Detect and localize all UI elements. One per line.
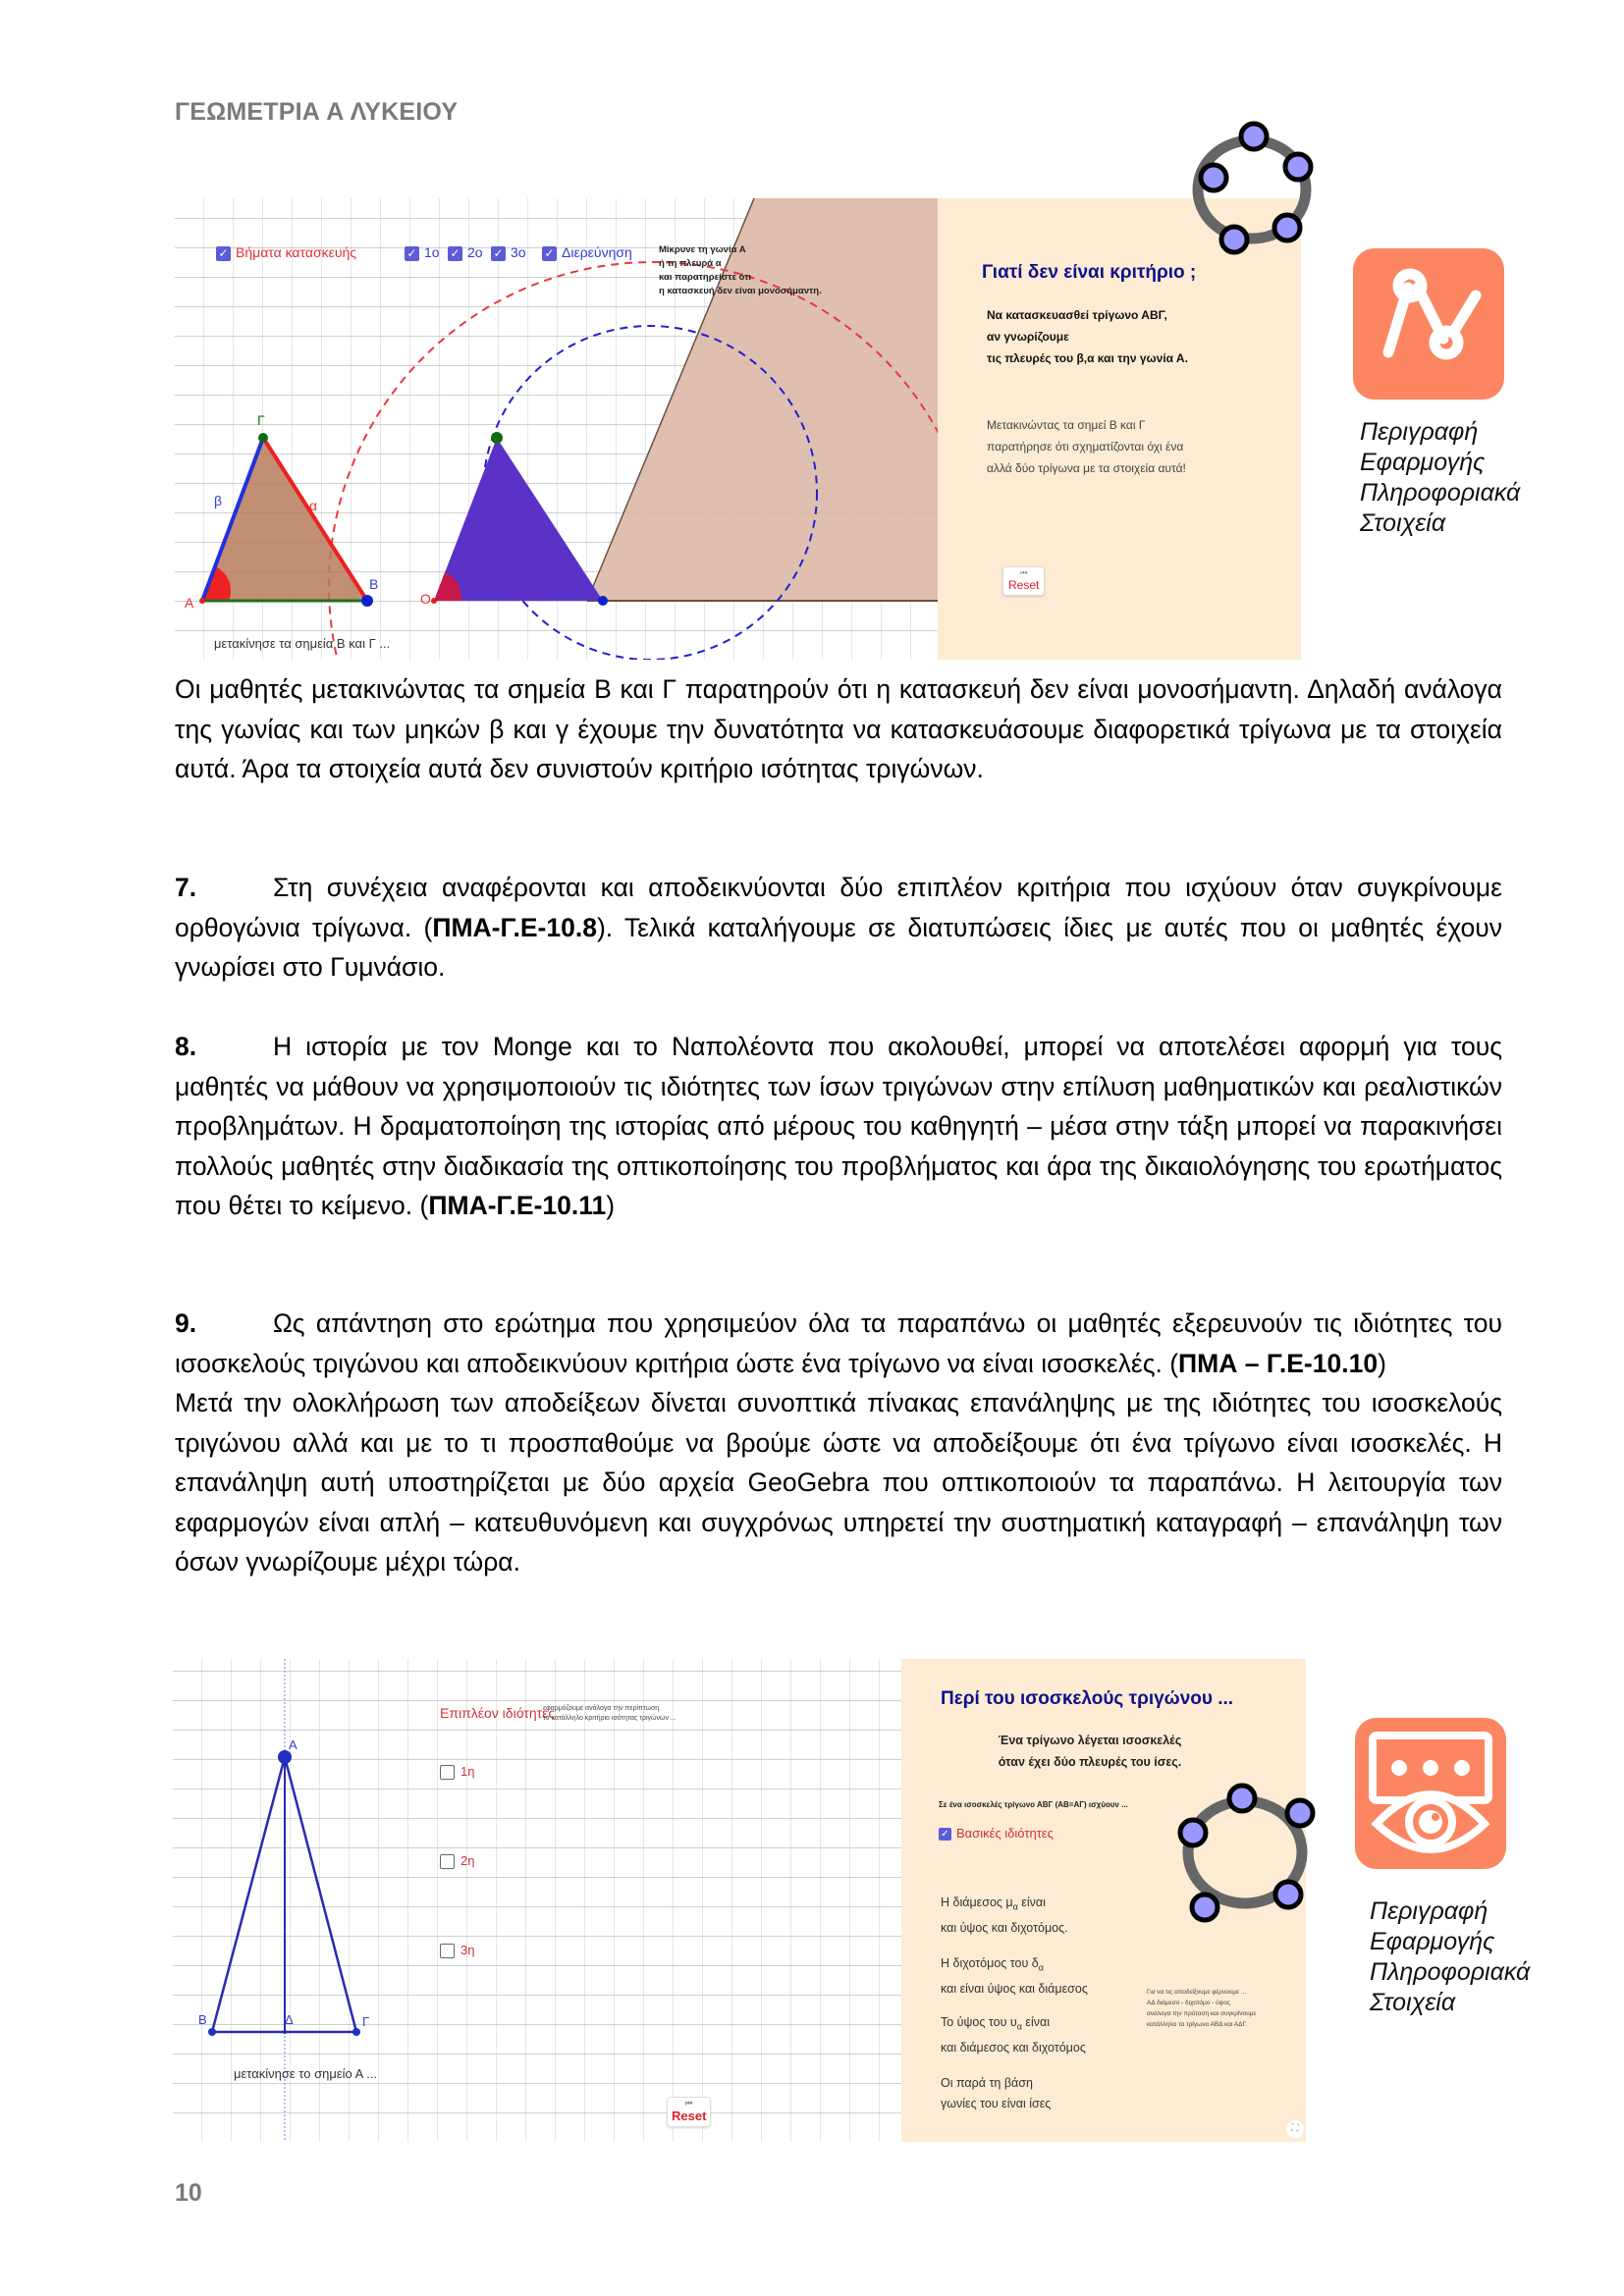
reset-button[interactable]: ⏮ Reset (1002, 566, 1045, 596)
checkbox-checked-icon: ✓ (542, 246, 557, 261)
checkbox-investigation[interactable]: ✓ Διερεύνηση (542, 244, 632, 261)
reset-icon: ⏮ (685, 2099, 693, 2108)
construction-drawing-1 (175, 198, 938, 660)
checkbox-checked-icon: ✓ (405, 246, 419, 261)
info-panel-1 (938, 198, 1301, 660)
checkbox-construction-steps[interactable]: ✓ Βήματα κατασκευής (216, 244, 356, 261)
checkbox-property-1[interactable]: 1η (440, 1764, 474, 1780)
curriculum-code: ΠΜΑ – Γ.Ε-10.10 (1178, 1348, 1379, 1378)
geogebra-logo-icon (1183, 113, 1321, 255)
side-caption-1: Περιγραφή Εφαρμογής Πληροφοριακά Στοιχεία (1360, 418, 1521, 537)
hint-text: Μίκρυνε τη γωνία Α ή τη πλευρά α και παρατηρείστε ότι η κατασκευή δεν είναι μονοσήμαντη. (659, 244, 822, 296)
checkbox-property-3[interactable]: 3η (440, 1943, 474, 1958)
point-label-a: Α (289, 1737, 298, 1752)
checkbox-unchecked-icon (440, 1944, 455, 1958)
point-label-o: Ο (420, 591, 431, 607)
checkbox-checked-icon: ✓ (448, 246, 462, 261)
checkbox-step-1[interactable]: ✓ 1ο (405, 244, 440, 261)
point-label-d: Δ (285, 2012, 294, 2027)
property-median: Η διάμεσος $\mu_\alpha$ είναι και ύψος και διχοτόμος. (941, 1896, 1068, 1935)
list-item-8: 8. Η ιστορία με τον Monge και το Ναπολέοντα που ακολουθεί, μπορεί να αποτελέσει αφορμή για τους μαθητές να μάθουν να χρησιμοποιούν τις ιδιότητες των ίσων τριγώνων στην επίλυση μαθηματικών και ρεαλιστικών προβλημάτων. Η δραματοποίηση της ιστορίας από μέρους του καθηγητή – μέσα στην τάξη μπορεί να παρακινήσει πολλούς μαθητές στην διαδικασία της οπτικοποίησης του προβλήματος και άρα της δικαιολόγησης του ερωτήματος που θέτει το κείμενο. (ΠΜΑ-Γ.Ε-10.11) (175, 1027, 1502, 1226)
panel-note: Μετακινώντας τα σημεί Β και Γ παρατήρησε ότι σχηματίζονται όχι ένα αλλά δύο τρίγωνα με τα στοιχεία αυτά! (987, 418, 1186, 475)
page-number: 10 (175, 2179, 202, 2207)
reset-icon: ⏮ (1020, 568, 1028, 577)
move-hint: μετακίνησε το σημείο Α ... (234, 2066, 378, 2081)
side-label-beta: β (214, 493, 223, 508)
checkbox-checked-icon: ✓ (491, 246, 506, 261)
paragraph-review: Μετά την ολοκλήρωση των αποδείξεων δίνεται συνοπτικά πίνακας επανάληψης με της ιδιότητες του ισοσκελούς τριγώνου αλλά και με το τι προσπαθούμε να βρούμε ώστε να αποδείξουμε ότι ένα τρίγωνο είναι ισοσκελές. Η επανάληψη αυτή υποστηρίζεται με δύο αρχεία GeoGebra που οπτικοποιούν τα παραπάνω. Η λειτουργία των εφαρμογών είναι απλή – κατευθυνόμενη και συγχρόνως υπηρετεί την συστηματική καταγραφή – επανάληψη των όσων γνωρίζουμε μέχρι τώρα. (175, 1388, 1502, 1576)
properties-intro: Σε ένα ισοσκελές τρίγωνο ΑΒΓ (ΑΒ=ΑΓ) ισχύουν ... (939, 1800, 1128, 1809)
side-caption-2: Περιγραφή Εφαρμογής Πληροφοριακά Στοιχεία (1370, 1897, 1531, 2016)
list-item-9: 9. Ως απάντηση στο ερώτημα που χρησιμεύον όλα τα παραπάνω οι μαθητές εξερευνούν τις ιδιότητες του ισοσκελούς τριγώνου και αποδεικνύουν κριτήρια ώστε ένα τρίγωνο να είναι ισοσκελές. (ΠΜΑ – Γ.Ε-10.10) Μετά την ολοκλήρωση των αποδείξεων δίνεται συνοπτικά πίνακας επανάληψης με της ιδιότητες του ισοσκελούς τριγώνου αλλά και με το τι προσπαθούμε να βρούμε ώστε να αποδείξουμε ότι ένα τρίγωνο είναι ισοσκελές. Η επανάληψη αυτή υποστηρίζεται με δύο αρχεία GeoGebra που οπτικοποιούν τα παραπάνω. Η λειτουργία των εφαρμογών είναι απλή – κατευθυνόμενη και συγχρόνως υπηρετεί την συστηματική καταγραφή – επανάληψη των όσων γνωρίζουμε μέχρι τώρα. (175, 1304, 1502, 1582)
property-altitude: Το ύψος του $\upsilon_\alpha$ είναι και διάμεσος και διχοτόμος (941, 2015, 1086, 2055)
point-label-a: Α (185, 595, 194, 611)
point-label-gamma: Γ (257, 412, 265, 428)
graph-nodes-icon (1353, 248, 1504, 400)
paragraph-conclusion: Οι μαθητές μετακινώντας τα σημεία Β και Γ παρατηρούν ότι η κατασκευή δεν είναι μονοσήμαντη. Δηλαδή ανάλογα της γωνίας και των μηκών β και γ έχουμε την δυνατότητα να κατασκευάσουμε διαφορετικά τρίγωνα με τα στοιχεία αυτά. Άρα τα στοιχεία αυτά δεν συνιστούν κριτήριο ισότητας τριγώνων. (175, 674, 1502, 783)
reset-button[interactable]: ⏮ Reset (667, 2097, 711, 2127)
curriculum-code: ΠΜΑ-Γ.Ε-10.8 (432, 912, 597, 942)
eye-dialog-icon (1355, 1718, 1506, 1869)
checkbox-unchecked-icon (440, 1765, 455, 1780)
checkbox-step-2[interactable]: ✓ 2ο (448, 244, 483, 261)
point-label-g: Γ (362, 2014, 370, 2029)
checkbox-property-2[interactable]: 2η (440, 1853, 474, 1869)
checkbox-checked-icon: ✓ (939, 1828, 951, 1841)
panel-title: Περί του ισοσκελούς τριγώνου ... (941, 1688, 1234, 1709)
point-label-b: Β (198, 2012, 207, 2027)
panel-task: Να κατασκευασθεί τρίγωνο ΑΒΓ, αν γνωρίζουμε τις πλευρές του β,α και την γωνία Α. (987, 308, 1188, 365)
list-item-7: 7. Στη συνέχεια αναφέρονται και αποδεικνύονται δύο επιπλέον κριτήρια που ισχύουν όταν συγκρίνουμε ορθογώνια τρίγωνα. (ΠΜΑ-Γ.Ε-10.8). Τελικά καταλήγουμε σε διατυπώσεις ίδιες με αυτές που οι μαθητές έχουν γνωρίσει στο Γυμνάσιο. (175, 868, 1502, 988)
point-label-b: Β (369, 576, 379, 592)
side-label-alpha: α (309, 498, 318, 513)
property-list (941, 1893, 1088, 2114)
checkbox-basic-properties[interactable]: ✓ Βασικές ιδιότητες (939, 1826, 1054, 1841)
fullscreen-button[interactable] (1286, 2120, 1304, 2138)
property-bisector: Η διχοτόμος του $\delta_\alpha$ και είναι ύψος και διάμεσος (941, 1956, 1088, 1996)
isosceles-definition: Ένα τρίγωνο λέγεται ισοσκελές όταν έχει δύο πλευρές του ίσες. (998, 1734, 1182, 1769)
proof-note: Για να τις αποδείξουμε φέρνουμε ... ΑΔ διάμεσο - διχοτόμο - ύψος ανάλογα την πρόταση και συγκρίνουμε κατάλληλα τα τρίγωνα ΑΒΔ και ΑΔΓ. (1147, 1989, 1257, 2028)
checkbox-checked-icon: ✓ (216, 246, 231, 261)
panel-title: Γιατί δεν είναι κριτήριο ; (982, 262, 1197, 283)
geogebra-applet-2 (173, 1659, 1311, 2142)
fullscreen-icon: ⛶ (1291, 2123, 1299, 2134)
extra-properties-title: Επιπλέον ιδιότητες (440, 1705, 556, 1721)
item-number: 9. (175, 1308, 197, 1338)
item-number: 8. (175, 1032, 197, 1061)
checkbox-unchecked-icon (440, 1854, 455, 1869)
geogebra-logo-icon (1168, 1782, 1316, 1929)
curriculum-code: ΠΜΑ-Γ.Ε-10.11 (428, 1191, 607, 1220)
geogebra-applet-1 (175, 198, 1311, 660)
checkbox-step-3[interactable]: ✓ 3ο (491, 244, 526, 261)
property-base-angles: Οι παρά τη βάση γωνίες του είναι ίσες (941, 2076, 1052, 2110)
item-number: 7. (175, 873, 197, 902)
running-header: ΓΕΩΜΕΤΡΙΑ Α ΛΥΚΕΙΟΥ (175, 98, 459, 126)
move-hint: μετακίνησε τα σημεία Β και Γ ... (214, 636, 391, 651)
extra-properties-note: εφαρμόζουμε ανάλογα την περίπτωση το κατάλληλο κριτήριο ισότητας τριγώνων ... (543, 1705, 677, 1722)
